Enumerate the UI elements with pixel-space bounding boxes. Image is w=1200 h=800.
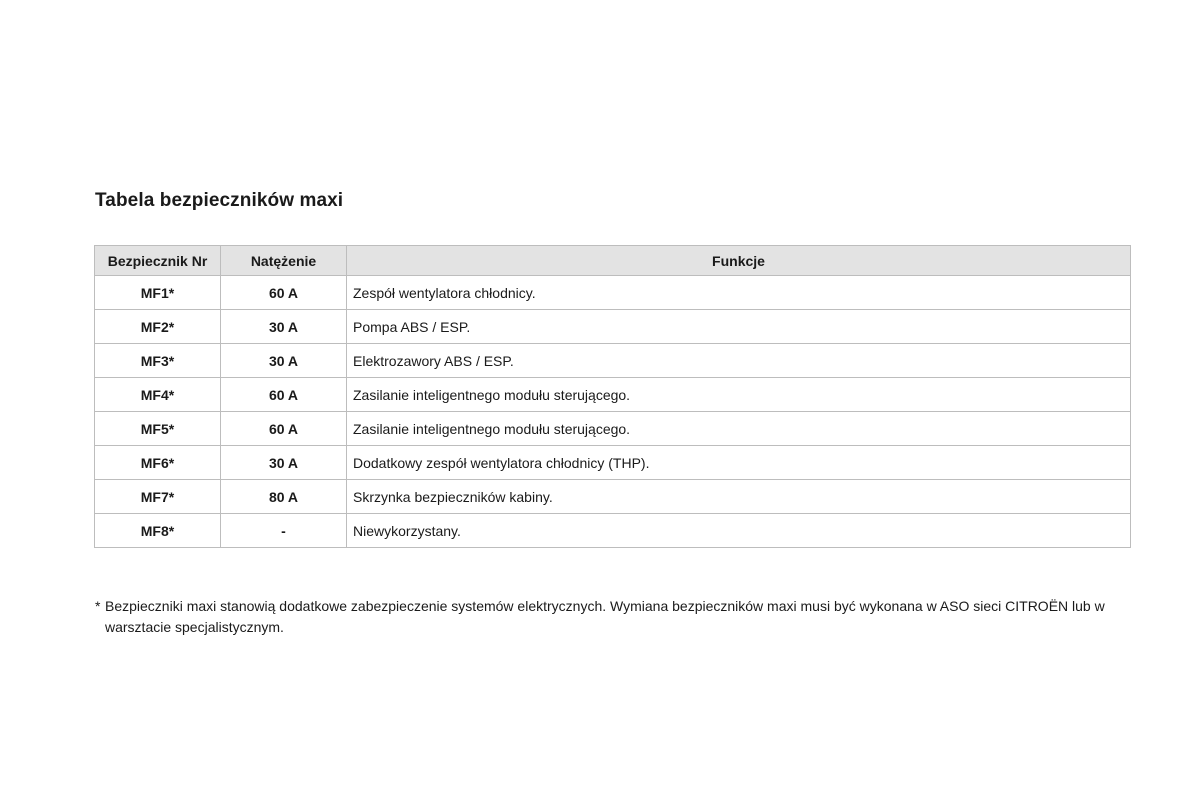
function-cell: Zasilanie inteligentnego modułu sterującego. — [347, 378, 1131, 412]
fuse-number-cell: MF4* — [95, 378, 221, 412]
fuse-number-cell: MF1* — [95, 276, 221, 310]
fuse-number-cell: MF3* — [95, 344, 221, 378]
amperage-cell: - — [221, 514, 347, 548]
function-cell: Dodatkowy zespół wentylatora chłodnicy (THP). — [347, 446, 1131, 480]
footnote-marker: * — [95, 598, 101, 614]
amperage-cell: 60 A — [221, 412, 347, 446]
maxi-fuse-table — [94, 245, 1131, 548]
column-header-amperage: Natężenie — [221, 246, 347, 276]
amperage-cell: 30 A — [221, 446, 347, 480]
fuse-number-cell: MF6* — [95, 446, 221, 480]
function-cell: Zasilanie inteligentnego modułu sterującego. — [347, 412, 1131, 446]
footnote-text: Bezpieczniki maxi stanowią dodatkowe zabezpieczenie systemów elektrycznych. Wymiana bezpieczników maxi musi być wykonana w ASO sieci CITROËN lub w warsztacie specjalistycznym. — [105, 598, 1105, 635]
amperage-cell: 30 A — [221, 310, 347, 344]
footnote — [95, 596, 1105, 638]
table-row — [95, 378, 1131, 412]
table-header-row — [95, 246, 1131, 276]
fuse-number-cell: MF5* — [95, 412, 221, 446]
amperage-cell: 30 A — [221, 344, 347, 378]
function-cell: Pompa ABS / ESP. — [347, 310, 1131, 344]
amperage-cell: 60 A — [221, 378, 347, 412]
fuse-number-cell: MF2* — [95, 310, 221, 344]
table-row — [95, 446, 1131, 480]
column-header-functions: Funkcje — [347, 246, 1131, 276]
table-row — [95, 276, 1131, 310]
function-cell: Skrzynka bezpieczników kabiny. — [347, 480, 1131, 514]
table-row — [95, 310, 1131, 344]
fuse-number-cell: MF8* — [95, 514, 221, 548]
table-row — [95, 480, 1131, 514]
table-row — [95, 344, 1131, 378]
function-cell: Zespół wentylatora chłodnicy. — [347, 276, 1131, 310]
amperage-cell: 60 A — [221, 276, 347, 310]
page-title: Tabela bezpieczników maxi — [95, 190, 344, 211]
fuse-number-cell: MF7* — [95, 480, 221, 514]
function-cell: Niewykorzystany. — [347, 514, 1131, 548]
table-row — [95, 514, 1131, 548]
function-cell: Elektrozawory ABS / ESP. — [347, 344, 1131, 378]
amperage-cell: 80 A — [221, 480, 347, 514]
column-header-fuse-number: Bezpiecznik Nr — [95, 246, 221, 276]
table-row — [95, 412, 1131, 446]
